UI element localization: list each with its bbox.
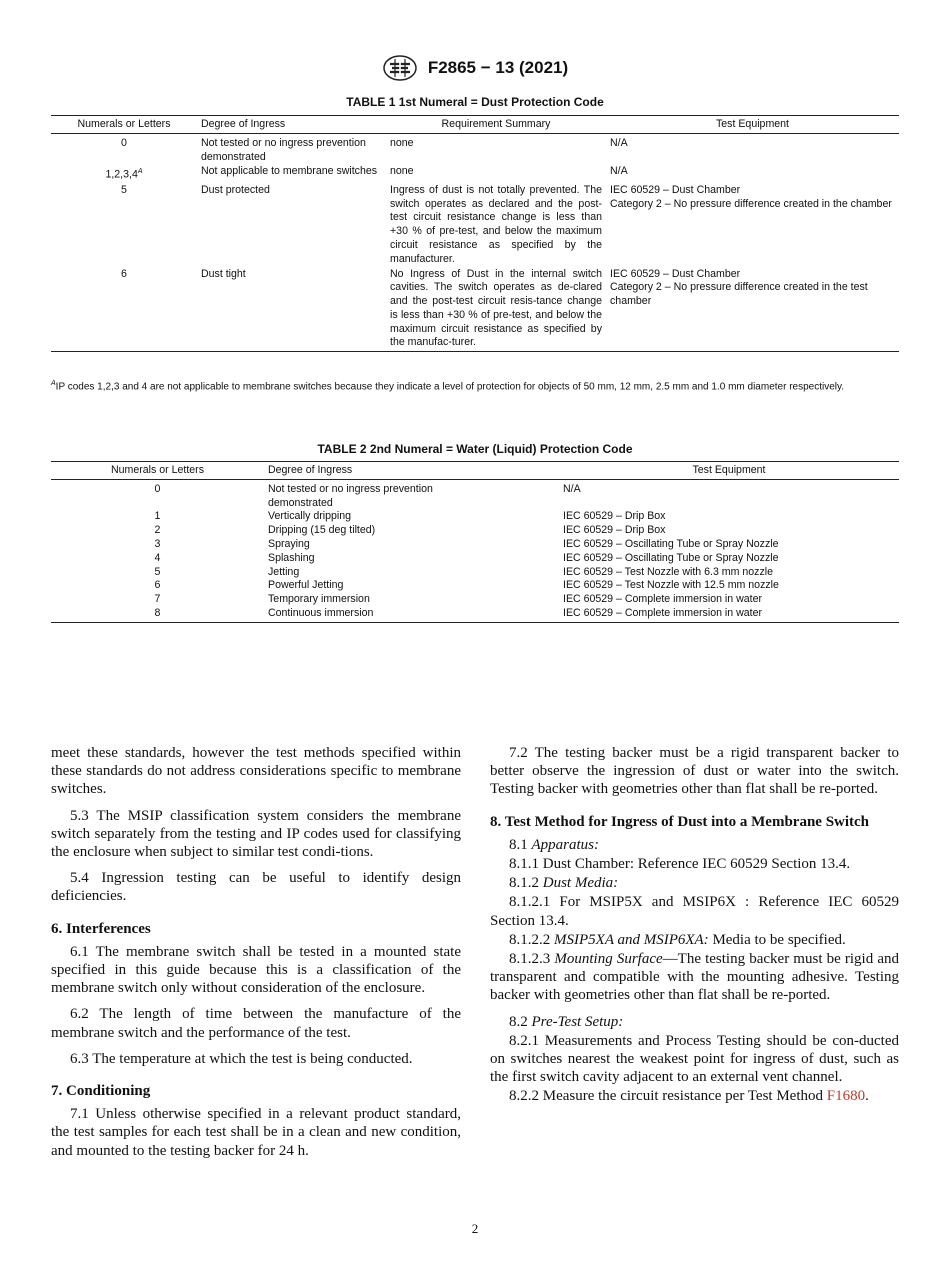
cell-equipment (606, 183, 899, 268)
cell-numeral: 5 (121, 183, 127, 196)
table-row (51, 268, 899, 352)
equipment-line: Category 2 – No pressure difference created in the chamber (610, 197, 892, 210)
section-heading-6: 6. Interferences (51, 920, 151, 937)
cell-numeral: 8 (51, 607, 264, 622)
cell-equipment: N/A (563, 482, 581, 495)
cell-summary: No Ingress of Dust in the internal switch cavities. The switch operates as de-clared and the post-test circuit resis-tance change is less than +30 % of pre-test, and below the maximum circuit resistance as specified by the manufac-turer. (386, 268, 606, 352)
cell-degree: Powerful Jetting (268, 579, 344, 592)
table2-title: TABLE 2 2nd Numeral = Water (Liquid) Protection Code (317, 442, 633, 456)
paragraph-7-2: 7.2 The testing backer must be a rigid transparent backer to better observe the ingression of dust or water into the switch. Testing backer with geometries other than flat shall be re-ported. (490, 745, 899, 798)
table2-header: Test Equipment (559, 462, 899, 480)
cell-numeral: $1,2,3,4^A$ (105, 168, 143, 181)
cell-degree: Not applicable to membrane switches (201, 165, 378, 178)
cell-degree: Jetting (268, 565, 300, 578)
cell-numeral: 5 (154, 565, 161, 578)
table-row (51, 552, 899, 566)
table-row (51, 607, 899, 622)
table-row (51, 164, 899, 182)
cell-equipment (606, 268, 899, 352)
cell-numeral: 0 (121, 136, 127, 149)
page-number: 2 (471, 1221, 479, 1236)
cell-summary: Ingress of dust is not totally prevented. The switch operates as declared and the post-test circuit resistance change is less than +30 % of pre-test, and below the maximum circuit resistance as specified by the manufacturer. (390, 183, 602, 265)
cell-equipment: IEC 60529 – Test Nozzle with 6.3 mm nozzle (563, 565, 774, 578)
astm-logo-icon (382, 54, 418, 82)
cell-equipment: IEC 60529 – Complete immersion in water (563, 593, 763, 606)
equipment-line: IEC 60529 – Dust Chamber (610, 183, 741, 196)
table-row (51, 183, 899, 268)
cell-equipment: IEC 60529 – Oscillating Tube or Spray Nozzle (563, 551, 779, 564)
cell-equipment: IEC 60529 – Drip Box (563, 524, 666, 537)
table1-title: TABLE 1 1st Numeral = Dust Protection Code (346, 95, 604, 109)
left-column (51, 744, 461, 1168)
right-column (490, 744, 899, 1114)
table-row (51, 538, 899, 552)
equipment-line: Category 2 – No pressure difference created in the test chamber (610, 281, 868, 308)
document-designation: F2865 − 13 (2021) (427, 58, 569, 77)
paragraph-7-1: 7.1 Unless otherwise specified in a relevant product standard, the test samples for each test shall be in a clean and new condition, and mounted to the testing backer for 24 h. (51, 1106, 461, 1159)
cell-equipment: IEC 60529 – Oscillating Tube or Spray Nozzle (563, 537, 779, 550)
equipment-line: IEC 60529 – Dust Chamber (610, 267, 741, 280)
footnote-text: IP codes 1,2,3 and 4 are not applicable to membrane switches because they indicate a level of protection for objects of 50 mm, 12 mm, 2.5 mm and 1.0 mm diameter respectively. (55, 381, 845, 393)
table1-header: Test Equipment (606, 116, 899, 134)
cell-degree: Dripping (15 deg tilted) (268, 524, 376, 537)
paragraph-8-1-2-2: 8.1.2.2 MSIP5XA and MSIP6XA: Media to be specified. (509, 931, 846, 948)
paragraph-5-4: 5.4 Ingression testing can be useful to identify design deficiencies. (51, 870, 461, 905)
paragraph-8-2: 8.2 Pre-Test Setup: (509, 1013, 624, 1030)
cell-degree: Continuous immersion (264, 607, 559, 622)
cell-degree: Splashing (268, 551, 315, 564)
paragraph-6-2: 6.2 The length of time between the manufacture of the membrane switch and the performance of the test. (51, 1006, 461, 1041)
cell-equipment: IEC 60529 – Test Nozzle with 12.5 mm nozzle (563, 579, 779, 592)
cell-equipment: N/A (610, 165, 628, 178)
table-row (51, 524, 899, 538)
cell-degree: Temporary immersion (268, 593, 370, 606)
cell-numeral: 0 (154, 482, 161, 495)
paragraph-8-2-1: 8.2.1 Measurements and Process Testing should be con-ducted on switches nearest the weakest point for ingress of dust, such as the first switch cavity adjacent to an external vent channel. (490, 1032, 899, 1086)
table1-header: Numerals or Letters (51, 116, 197, 134)
cell-degree: Dust protected (201, 183, 270, 196)
paragraph-6-1: 6.1 The membrane switch shall be tested in a mounted state specified in this guide because this is a classification of the membrane switch only without consideration of the enclosure. (51, 943, 461, 997)
cell-numeral: 3 (154, 537, 161, 550)
section-heading-8: 8. Test Method for Ingress of Dust into a Membrane Switch (490, 813, 870, 830)
paragraph-8-1-2: 8.1.2 Dust Media: (509, 875, 619, 892)
table1 (51, 115, 899, 352)
cell-numeral: 4 (154, 551, 161, 564)
table-row (51, 479, 899, 510)
paragraph-8-1-1: 8.1.1 Dust Chamber: Reference IEC 60529 Section 13.4. (509, 856, 851, 873)
cell-equipment: N/A (610, 136, 628, 149)
paragraph: meet these standards, however the test methods specified within these standards do not address considerations specific to membrane switches. (51, 745, 461, 798)
cell-numeral: 2 (154, 524, 161, 537)
cell-degree: Not tested or no ingress prevention demonstrated (201, 136, 366, 163)
paragraph-6-3: 6.3 The temperature at which the test is being conducted. (70, 1050, 413, 1067)
cell-degree: Spraying (268, 537, 310, 550)
cell-degree: Vertically dripping (268, 510, 352, 523)
footnote-marker: A (51, 380, 56, 387)
footnote-marker: A (137, 168, 143, 176)
paragraph-8-1: 8.1 Apparatus: (509, 836, 599, 853)
cell-numeral: 6 (51, 268, 197, 352)
table-row (51, 593, 899, 607)
table1-header: Requirement Summary (386, 116, 606, 134)
table-row (51, 510, 899, 524)
table1-header: Degree of Ingress (197, 116, 386, 134)
paragraph-8-1-2-1: 8.1.2.1 For MSIP5X and MSIP6X : Reference IEC 60529 Section 13.4. (490, 894, 899, 929)
cell-degree: Dust tight (197, 268, 386, 352)
table2 (51, 461, 899, 623)
section-heading-7: 7. Conditioning (51, 1083, 151, 1100)
table-row (51, 133, 899, 164)
cell-degree: Not tested or no ingress prevention demonstrated (268, 482, 433, 509)
cell-numeral: 1 (154, 510, 161, 523)
cell-summary: none (390, 165, 414, 178)
cell-summary: none (390, 136, 414, 149)
paragraph-5-3: 5.3 The MSIP classification system considers the membrane switch separately from the testing and IP codes used for classifying the enclosure when subject to similar test condi-tions. (51, 807, 461, 861)
paragraph-8-1-2-3: 8.1.2.3 Mounting Surface—The testing backer must be rigid and transparent and compatible with the mounting adhesive. Testing backer with geometries other than flat shall be re-ported. (490, 951, 899, 1004)
cell-numeral: 7 (154, 593, 161, 606)
table2-header: Degree of Ingress (264, 462, 559, 480)
table2-header: Numerals or Letters (51, 462, 264, 480)
table-row (51, 579, 899, 593)
reference-link-f1680[interactable]: F1680 (826, 1088, 866, 1105)
cell-numeral: 6 (154, 579, 161, 592)
table1-footnote (51, 377, 899, 394)
page-header (0, 54, 950, 82)
cell-equipment: IEC 60529 – Complete immersion in water (559, 607, 899, 622)
table-row (51, 566, 899, 580)
cell-equipment: IEC 60529 – Drip Box (563, 510, 666, 523)
paragraph-8-2-2: 8.2.2 Measure the circuit resistance per Test Method F1680. (509, 1088, 869, 1105)
